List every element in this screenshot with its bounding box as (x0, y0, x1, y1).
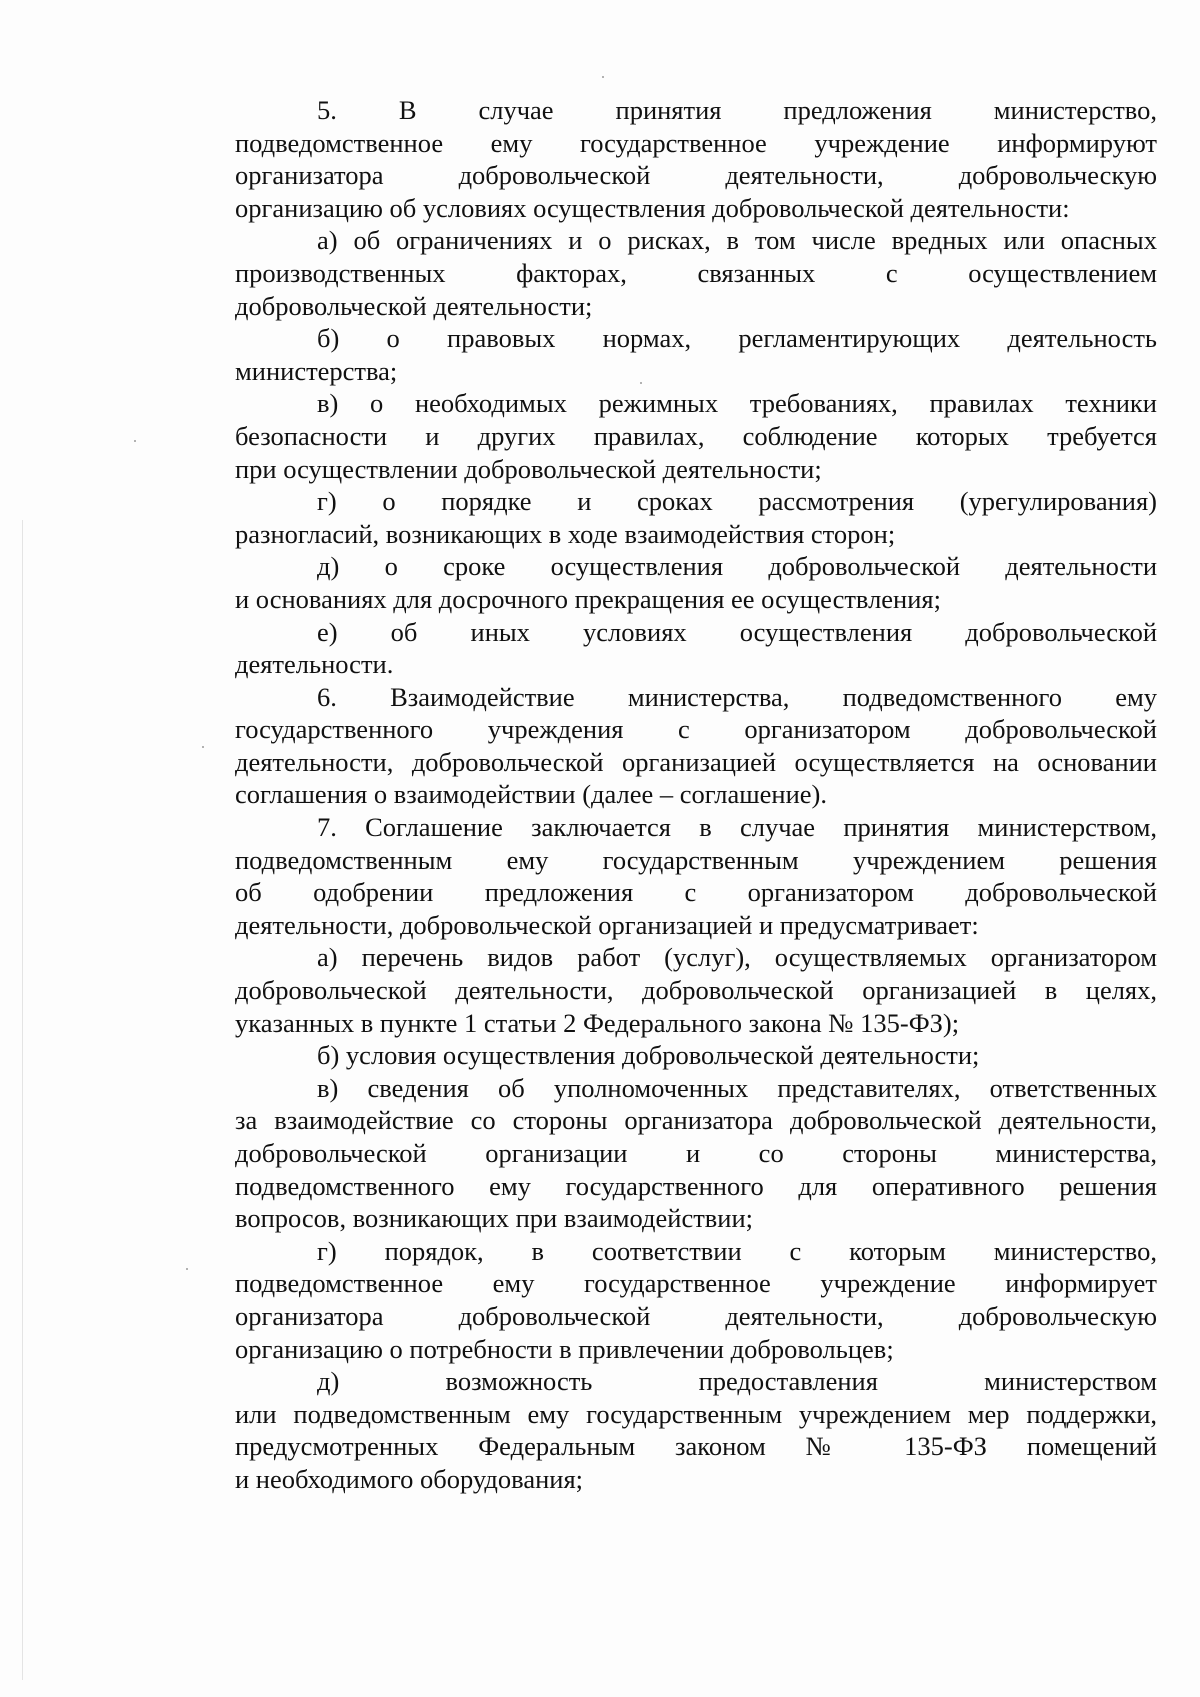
text-line: деятельности, добровольческой организацией осуществляется на основании (235, 746, 1157, 777)
text-line: при осуществлении добровольческой деятельности; (235, 453, 822, 484)
text-line: производственных факторах, связанных с осуществлением (235, 257, 1157, 288)
text-line: соглашения о взаимодействии (далее – соглашение). (235, 779, 828, 810)
text-line: деятельности, добровольческой организацией и предусматривает: (235, 909, 979, 940)
text-line: б) о правовых нормах, регламентирующих деятельность (317, 323, 1157, 354)
text-line: а) перечень видов работ (услуг), осуществляемых организатором (317, 942, 1157, 973)
text-line: организацию о потребности в привлечении добровольцев; (235, 1333, 894, 1364)
text-line: в) о необходимых режимных требованиях, правилах техники (317, 388, 1157, 419)
text-line: предусмотренных Федеральным законом № 135-ФЗ помещений (235, 1431, 1157, 1462)
text-line: безопасности и других правилах, соблюдение которых требуется (235, 420, 1157, 451)
scan-speck (186, 1268, 188, 1270)
text-line: подведомственное ему государственное учреждение информируют (235, 127, 1157, 158)
text-line: а) об ограничениях и о рисках, в том числе вредных или опасных (317, 225, 1157, 256)
text-line: организатора добровольческой деятельности, добровольческую (235, 160, 1157, 191)
document-body (235, 94, 1157, 1496)
text-line: и основаниях для досрочного прекращения ее осуществления; (235, 583, 941, 614)
scan-speck (602, 76, 604, 78)
text-line: добровольческой деятельности, добровольческой организацией в целях, (235, 975, 1157, 1006)
text-line: подведомственное ему государственное учреждение информирует (235, 1268, 1157, 1299)
text-line: разногласий, возникающих в ходе взаимодействия сторон; (235, 518, 896, 549)
scan-speck (134, 440, 136, 442)
text-line: д) возможность предоставления министерством (317, 1366, 1157, 1397)
text-line: б) условия осуществления добровольческой деятельности; (317, 1040, 980, 1071)
text-line: г) порядок, в соответствии с которым министерство, (317, 1235, 1157, 1266)
text-line: добровольческой организации и со стороны министерства, (235, 1138, 1157, 1168)
scan-speck (202, 746, 204, 748)
text-line: организацию об условиях осуществления добровольческой деятельности: (235, 192, 1070, 223)
text-line: е) об иных условиях осуществления добровольческой (317, 616, 1157, 647)
text-line: организатора добровольческой деятельности, добровольческую (235, 1300, 1157, 1331)
text-line: вопросов, возникающих при взаимодействии; (235, 1203, 754, 1234)
text-line: за взаимодействие со стороны организатора добровольческой деятельности, (235, 1105, 1157, 1136)
text-line: подведомственного ему государственного для оперативного решения (235, 1170, 1157, 1201)
text-line: 5. В случае принятия предложения министерство, (317, 95, 1157, 125)
text-line: в) сведения об уполномоченных представителях, ответственных (317, 1072, 1157, 1103)
text-line: указанных в пункте 1 статьи 2 Федерального закона № 135-ФЗ); (235, 1007, 960, 1038)
text-line: добровольческой деятельности; (235, 290, 593, 321)
text-line: 6. Взаимодействие министерства, подведомственного ему (317, 681, 1157, 712)
text-line: и необходимого оборудования; (235, 1463, 584, 1494)
text-line: деятельности. (235, 649, 394, 680)
text-line: д) о сроке осуществления добровольческой деятельности (317, 551, 1157, 582)
text-line: или подведомственным ему государственным учреждением мер поддержки, (235, 1398, 1157, 1429)
scan-edge-line (22, 520, 23, 1680)
text-line: государственного учреждения с организатором добровольческой (235, 714, 1157, 745)
text-line: 7. Соглашение заключается в случае принятия министерством, (317, 812, 1157, 843)
text-line: подведомственным ему государственным учреждением решения (235, 844, 1157, 875)
text-line: об одобрении предложения с организатором добровольческой (235, 877, 1157, 908)
text-line: министерства; (235, 355, 398, 386)
text-line: г) о порядке и сроках рассмотрения (урегулирования) (317, 486, 1157, 517)
